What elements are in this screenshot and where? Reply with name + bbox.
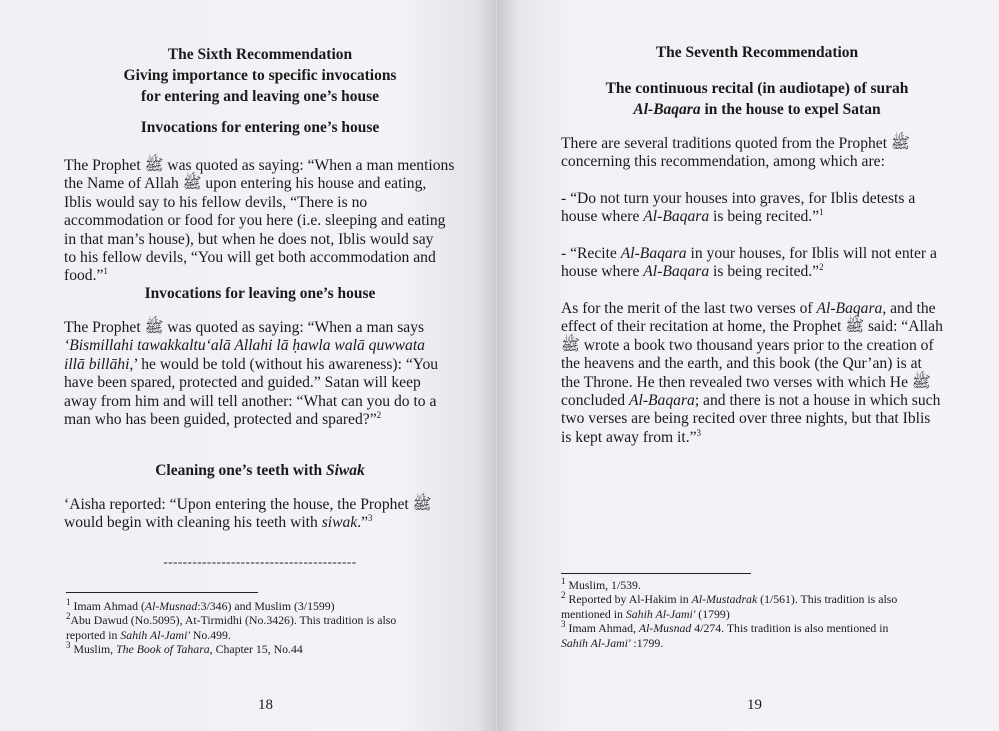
footnote-1: [561, 578, 981, 592]
left-page: [0, 0, 496, 731]
text-line: concerning this recommendation, among which are:: [561, 153, 885, 171]
surah-name: Al-Baqara: [643, 263, 710, 281]
text-italic: Sahih Al-Jami': [561, 635, 631, 650]
footnote-mark: 2: [561, 590, 566, 601]
text-span: food.”: [64, 267, 104, 285]
footnote-ref: 2: [376, 409, 382, 420]
text-span: :3/346) and Muslim (3/1599): [197, 599, 335, 613]
text-italic: Sahih Al-Jami': [625, 606, 696, 621]
text-span: Imam Ahmad (: [73, 599, 145, 613]
text-span: Reported by Al-Hakim in: [568, 592, 692, 607]
footnote-2: [66, 613, 466, 627]
footnote-mark: 2: [66, 611, 71, 622]
text-span: (1799): [695, 606, 730, 621]
text-span: (1/561). This tradition is also: [757, 592, 898, 607]
tradition-2: [561, 245, 955, 282]
text-line: [561, 208, 955, 226]
footnote-2-cont: [66, 628, 466, 642]
text-line: Iblis would say to his fellow devils, “There is no: [64, 193, 368, 211]
text-line: [64, 411, 458, 429]
text-span: ; and there is not a house in which such: [694, 392, 941, 410]
siwak-heading: [60, 460, 460, 481]
siwak-word: siwak: [321, 514, 358, 532]
left-title-line2: Giving importance to specific invocations: [123, 67, 397, 84]
footnote-ref: 2: [819, 262, 824, 273]
text-line: effect of their recitation at home, the Prophet ﷺ said: “Allah: [561, 318, 943, 336]
leaving-heading: Invocations for leaving one’s house: [144, 285, 376, 302]
sixth-recommendation-heading: [60, 44, 460, 107]
text-span: man who has been guided, protected and spared?”: [64, 411, 377, 429]
text-span: Abu Dawud (No.5095), At-Tirmidhi (No.3426). This tradition is also: [70, 613, 397, 628]
text-line: to his fellow devils, “You will get both accommodation and: [64, 249, 436, 267]
text-italic: The Book of Tahara,: [116, 642, 213, 657]
text-italic: Al-Musnad: [144, 599, 198, 613]
text-span: , and the: [882, 300, 936, 317]
text-line: The Prophet ﷺ was quoted as saying: “When a man says: [64, 319, 425, 336]
text-span: .”: [357, 514, 369, 532]
invocation-text: ‘Bismillahi tawakkaltu‘alā Allahi lā ḥawla walā quwwata: [64, 337, 425, 355]
footnote-ref: 3: [696, 427, 702, 438]
footnote-2-cont: [561, 607, 981, 621]
left-footnotes: [66, 599, 466, 657]
text-span: house where: [561, 208, 644, 226]
text-line: the Throne. He then revealed two verses with which He ﷺ: [561, 373, 931, 391]
surah-name: Al-Baqara: [628, 392, 695, 410]
text-span: 4/274. This tradition is also mentioned in: [691, 621, 889, 636]
footnote-1: [66, 599, 466, 613]
siwak-paragraph: [64, 496, 458, 533]
text-span: Chapter 15, No.44: [212, 642, 303, 657]
text-italic: Al-Mustadrak: [691, 592, 758, 607]
text-line: [64, 337, 458, 355]
text-span: Imam Ahmad,: [568, 621, 639, 636]
seventh-recommendation-title: The Seventh Recommendation: [655, 44, 859, 61]
text-span: is being recited.”: [709, 263, 820, 281]
text-span: in your houses, for Iblis will not enter a: [686, 245, 937, 262]
entering-paragraph: [64, 157, 458, 286]
surah-name: Al-Baqara: [816, 300, 883, 317]
footnote-mark: 1: [561, 576, 566, 587]
subheading-line2: [537, 99, 977, 120]
siwak-heading-text: Cleaning one’s teeth with: [155, 462, 326, 479]
text-line: [64, 356, 458, 374]
right-page: [497, 0, 999, 731]
tradition-1: [561, 190, 955, 227]
text-line: ﷺ wrote a book two thousand years prior to the creation of: [561, 336, 934, 354]
footnote-3-cont: [561, 636, 981, 650]
text-span: As for the merit of the last two verses of: [561, 300, 817, 317]
footnote-mark: 3: [561, 619, 566, 630]
text-line: The Prophet ﷺ was quoted as saying: “When a man mentions: [64, 157, 455, 174]
text-line: - “Do not turn your houses into graves, for Iblis detests a: [561, 190, 916, 207]
text-span: Muslim, 1/539.: [568, 578, 641, 592]
siwak-heading-italic: Siwak: [326, 462, 365, 479]
text-line: the Name of Allah ﷺ upon entering his house and eating,: [64, 175, 427, 193]
text-line: ‘Aisha reported: “Upon entering the house, the Prophet ﷺ: [64, 496, 432, 513]
page-number: 19: [747, 697, 762, 713]
footnote-3: [66, 642, 466, 656]
text-line: [561, 392, 955, 410]
text-span: No.499.: [189, 627, 231, 642]
text-line: away from him and will tell another: “What can you do to a: [64, 392, 437, 410]
text-italic: Al-Musnad: [638, 621, 692, 636]
footnote-ref: 1: [819, 207, 824, 218]
text-span: would begin with cleaning his teeth with: [64, 514, 322, 532]
footnote-mark: 3: [66, 640, 71, 651]
text-span: is kept away from it.”: [561, 428, 697, 446]
text-span: - “Recite: [561, 245, 621, 262]
footnote-mark: 1: [66, 597, 71, 608]
surah-name: Al-Baqara: [620, 245, 687, 262]
surah-name: Al-Baqara: [633, 101, 701, 118]
text-line: have been spared, protected and guided.” Satan will keep: [64, 374, 421, 392]
text-span: house where: [561, 263, 644, 281]
text-line: [561, 245, 955, 263]
entering-heading: Invocations for entering one’s house: [140, 119, 380, 136]
left-title-line3: for entering and leaving one’s house: [140, 88, 380, 105]
footnote-ref: 3: [368, 513, 373, 524]
footnote-3: [561, 621, 981, 635]
intro-paragraph: [561, 135, 955, 172]
left-title-line1: The Sixth Recommendation: [167, 46, 353, 63]
footnote-rule: [561, 573, 751, 574]
text-line: There are several traditions quoted from the Prophet ﷺ: [561, 135, 910, 152]
seventh-subheading: [537, 78, 977, 120]
text-line: in that man’s house), but when he does not, Iblis would say: [64, 230, 434, 248]
text-span: is being recited.”: [709, 208, 820, 226]
right-footnotes: [561, 578, 981, 650]
text-line: two verses are being recited over three nights, but that Iblis: [561, 410, 931, 428]
footnote-rule: [66, 592, 258, 593]
text-span: Muslim,: [73, 642, 117, 657]
subheading-line1: The continuous recital (in audiotape) of surah: [605, 80, 909, 97]
text-line: [64, 514, 458, 532]
page-number: 18: [258, 697, 273, 713]
text-line: [561, 429, 955, 447]
footnote-2: [561, 592, 981, 606]
merit-paragraph: [561, 300, 955, 447]
text-line: [561, 263, 955, 281]
text-span: reported in: [66, 627, 121, 642]
text-line: [561, 300, 955, 318]
text-span: concluded: [561, 392, 629, 410]
text-span: :1799.: [630, 635, 664, 650]
text-line: accommodation or food for you here (i.e. sleeping and eating: [64, 212, 446, 230]
text-italic: Sahih Al-Jami': [120, 627, 190, 642]
text-span: mentioned in: [561, 606, 626, 621]
invocation-text-end: illā billāhi,: [64, 355, 134, 373]
dashed-separator: ----------------------------------------: [163, 554, 357, 569]
surah-name: Al-Baqara: [643, 208, 710, 226]
text-span: in the house to expel Satan: [700, 101, 881, 118]
text-span: ’ he would be told (without his awareness): “You: [133, 355, 439, 373]
text-line: the heavens and the earth, and this book (the Qur’an) is at: [561, 355, 922, 373]
footnote-ref: 1: [103, 266, 108, 277]
leaving-paragraph: [64, 319, 458, 429]
